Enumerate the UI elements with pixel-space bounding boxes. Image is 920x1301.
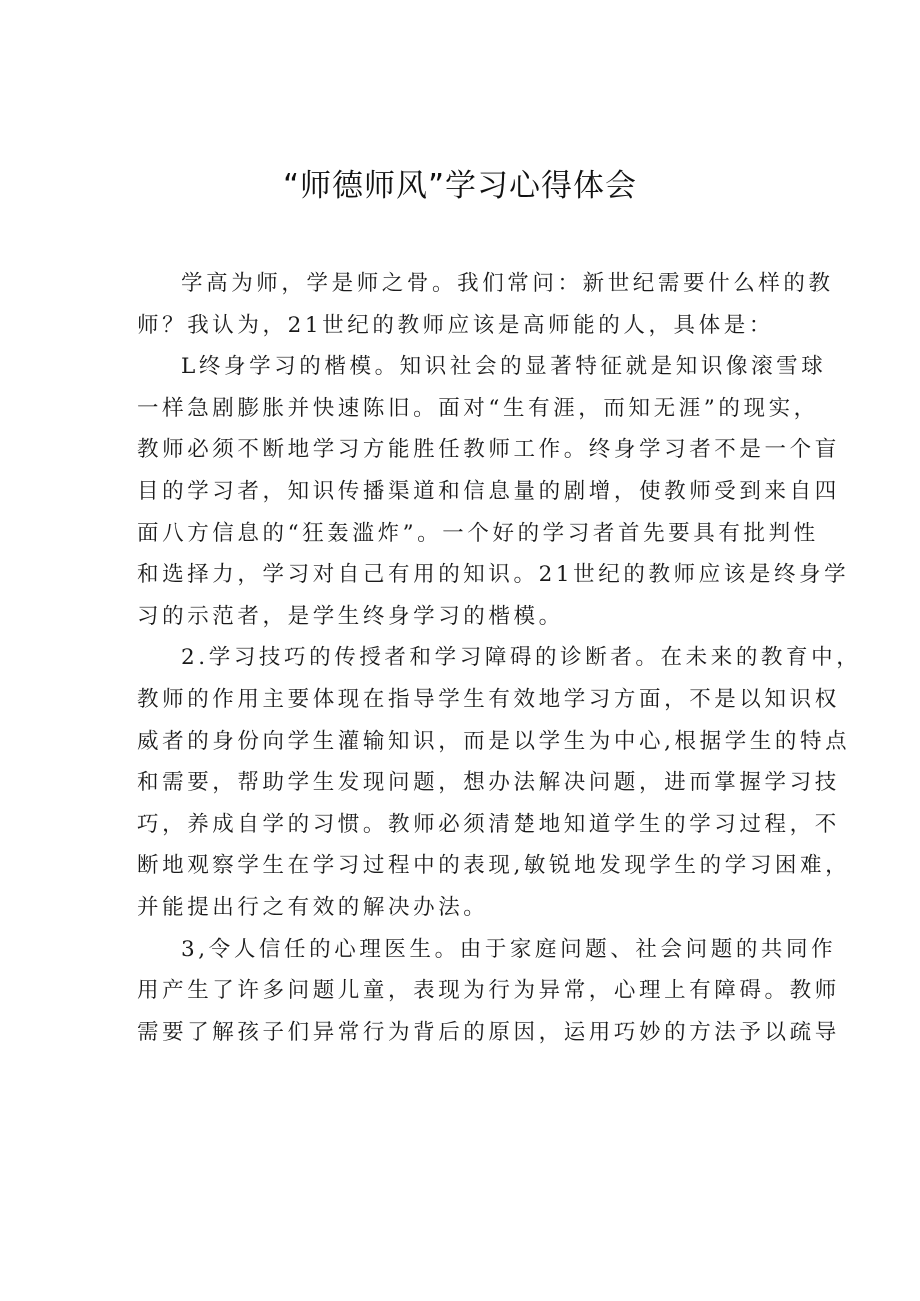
text-line: 用产生了许多问题儿童，表现为行为异常，心理上有障碍。教师 xyxy=(137,978,840,1004)
text-line: 和需要，帮助学生发现问题，想办法解决问题，进而掌握学习技 xyxy=(137,770,840,796)
text-line: L终身学习的楷模。知识社会的显著特征就是知识像滚雪球 xyxy=(181,354,827,380)
text-line: 一样急剧膨胀并快速陈旧。面对“生有涯，而知无涯”的现实， xyxy=(137,395,819,421)
text-line: 并能提出行之有效的解决办法。 xyxy=(137,894,489,920)
text-line: 2.学习技巧的传授者和学习障碍的诊断者。在未来的教育中， xyxy=(181,645,862,671)
paragraph-1 xyxy=(137,263,834,346)
document-title: “师德师风”学习心得体会 xyxy=(282,168,638,204)
text-line: 教师必须不断地学习方能胜任教师工作。终身学习者不是一个盲 xyxy=(137,437,840,463)
document-body xyxy=(137,263,862,1053)
text-line: 断地观察学生在学习过程中的表现,敏锐地发现学生的学习困难， xyxy=(137,853,851,879)
text-line: 需要了解孩子们异常行为背后的原因，运用巧妙的方法予以疏导 xyxy=(137,1019,840,1045)
text-line: 巧，养成自学的习惯。教师必须清楚地知道学生的学习过程，不 xyxy=(137,811,840,837)
text-line: 面八方信息的“狂轰滥炸”。一个好的学习者首先要具有批判性 xyxy=(137,520,819,546)
text-line: 教师的作用主要体现在指导学生有效地学习方面，不是以知识权 xyxy=(137,686,840,712)
text-line: 习的示范者，是学生终身学习的楷模。 xyxy=(137,603,564,629)
text-line: 学高为师，学是师之骨。我们常问：新世纪需要什么样的教 xyxy=(181,271,834,296)
paragraph-3 xyxy=(137,637,862,928)
text-line: 目的学习者，知识传播渠道和信息量的剧增，使教师受到来自四 xyxy=(137,478,840,504)
text-line: 威者的身份向学生灌输知识，而是以学生为中心,根据学生的特点 xyxy=(137,728,851,754)
text-line: 和选择力，学习对自己有用的知识。21世纪的教师应该是终身学 xyxy=(137,562,850,588)
text-line: 3,令人信任的心理医生。由于家庭问题、社会问题的共同作 xyxy=(181,936,837,962)
paragraph-4 xyxy=(137,929,840,1054)
text-line: 师？我认为，21世纪的教师应该是高师能的人，具体是： xyxy=(137,312,774,338)
paragraph-2 xyxy=(137,346,850,637)
